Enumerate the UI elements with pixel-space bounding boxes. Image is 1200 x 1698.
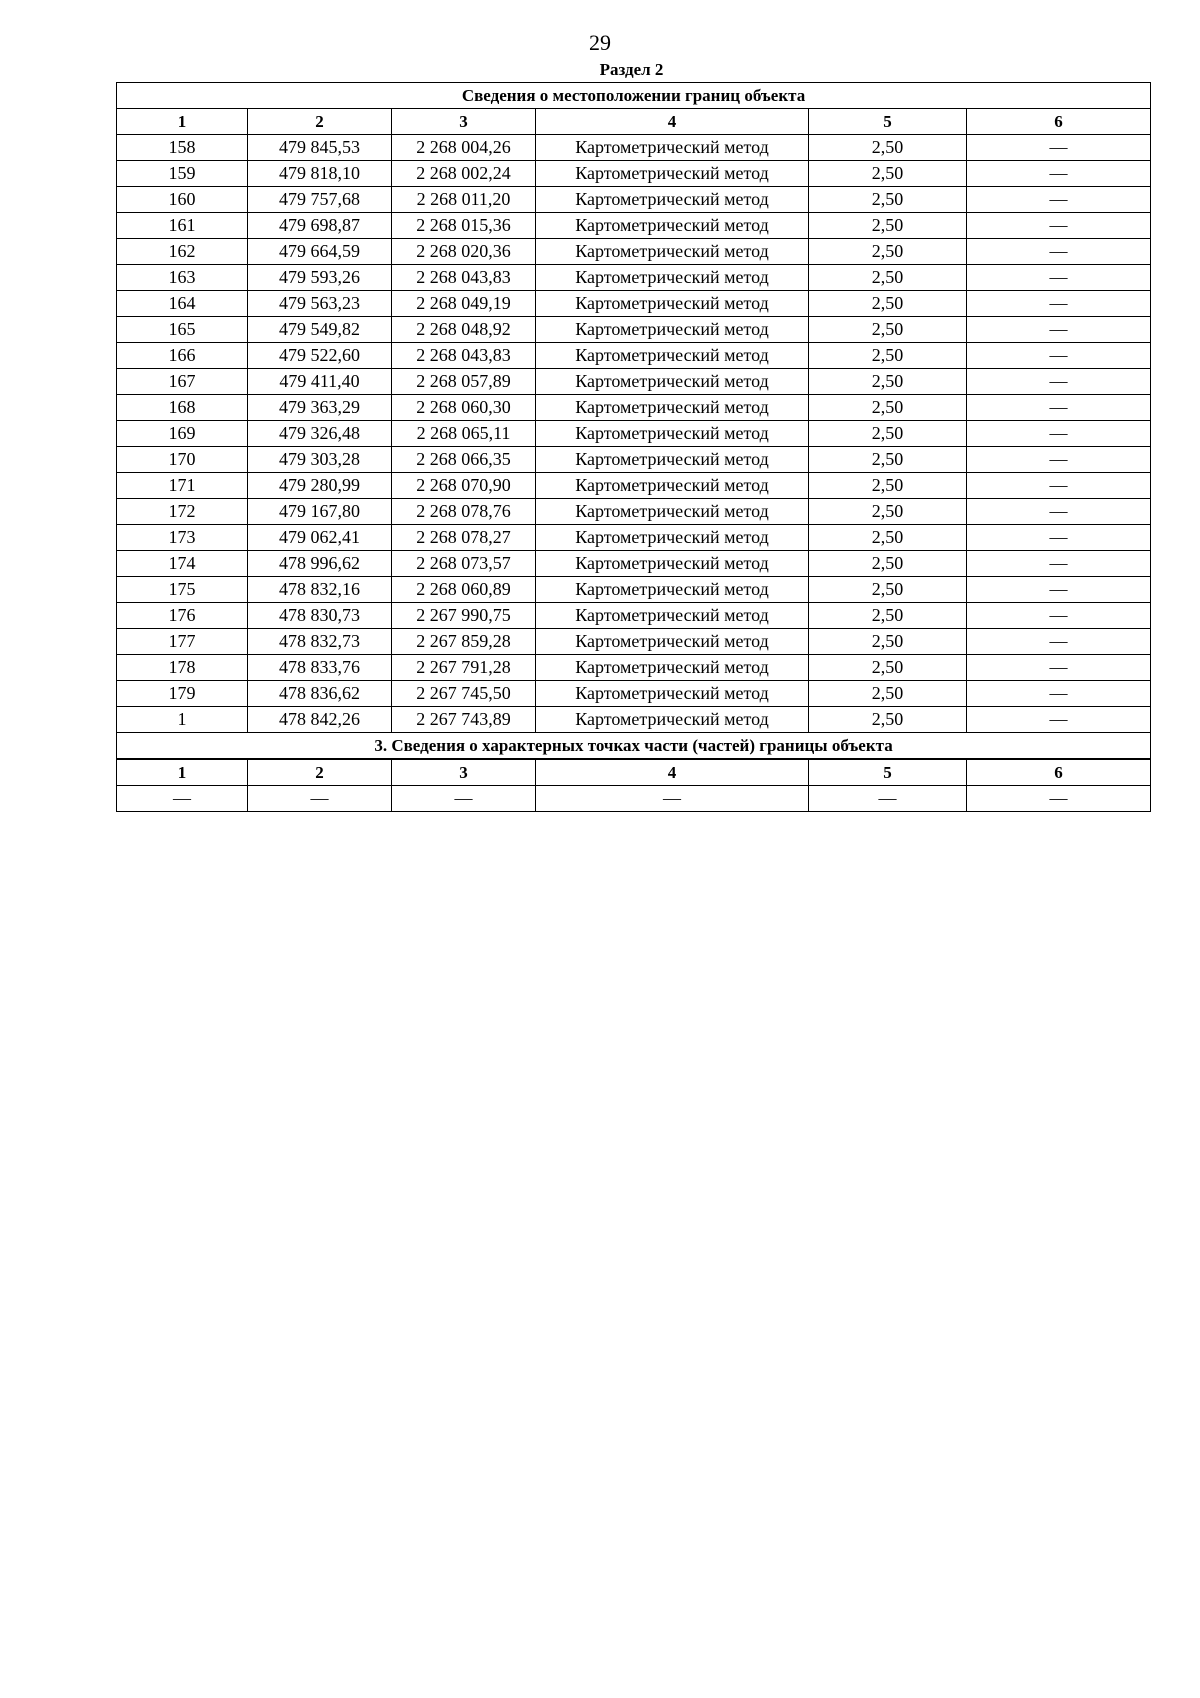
point-number-cell: 165: [117, 317, 248, 343]
table-row: [117, 265, 1151, 291]
x-coordinate-cell: 478 842,26: [248, 707, 392, 733]
point-number-cell: 167: [117, 369, 248, 395]
x-coordinate-cell: 479 363,29: [248, 395, 392, 421]
accuracy-cell: 2,50: [809, 525, 967, 551]
note-cell: —: [967, 369, 1151, 395]
note-cell: —: [967, 499, 1151, 525]
note-cell: —: [967, 786, 1151, 812]
x-coordinate-cell: 479 062,41: [248, 525, 392, 551]
accuracy-cell: 2,50: [809, 161, 967, 187]
method-cell: Картометрический метод: [536, 681, 809, 707]
method-cell: Картометрический метод: [536, 577, 809, 603]
column-number: 1: [117, 759, 248, 786]
point-number-cell: 179: [117, 681, 248, 707]
point-number-cell: 160: [117, 187, 248, 213]
accuracy-cell: 2,50: [809, 473, 967, 499]
y-coordinate-cell: 2 268 043,83: [392, 265, 536, 291]
column-number: 4: [536, 109, 809, 135]
note-cell: —: [967, 161, 1151, 187]
x-coordinate-cell: 478 832,16: [248, 577, 392, 603]
accuracy-cell: 2,50: [809, 135, 967, 161]
accuracy-cell: 2,50: [809, 265, 967, 291]
table-row: [117, 239, 1151, 265]
point-number-cell: 172: [117, 499, 248, 525]
column-number: 3: [392, 109, 536, 135]
column-number: 2: [248, 109, 392, 135]
note-cell: —: [967, 551, 1151, 577]
method-cell: Картометрический метод: [536, 135, 809, 161]
y-coordinate-cell: —: [392, 786, 536, 812]
accuracy-cell: 2,50: [809, 213, 967, 239]
point-number-cell: 158: [117, 135, 248, 161]
point-number-cell: 168: [117, 395, 248, 421]
boundary-coordinates-table: [116, 82, 1151, 812]
method-cell: Картометрический метод: [536, 499, 809, 525]
note-cell: —: [967, 577, 1151, 603]
y-coordinate-cell: 2 268 004,26: [392, 135, 536, 161]
table-row: [117, 291, 1151, 317]
table-row: [117, 603, 1151, 629]
point-number-cell: 178: [117, 655, 248, 681]
point-number-cell: 166: [117, 343, 248, 369]
column-number: 5: [809, 109, 967, 135]
column-number: 5: [809, 759, 967, 786]
x-coordinate-cell: 478 830,73: [248, 603, 392, 629]
method-cell: Картометрический метод: [536, 473, 809, 499]
method-cell: Картометрический метод: [536, 291, 809, 317]
column-number-row: [117, 109, 1151, 135]
note-cell: —: [967, 291, 1151, 317]
table-row: [117, 525, 1151, 551]
note-cell: —: [967, 213, 1151, 239]
y-coordinate-cell: 2 268 066,35: [392, 447, 536, 473]
table-row: [117, 213, 1151, 239]
table-body: [117, 83, 1151, 812]
y-coordinate-cell: 2 268 057,89: [392, 369, 536, 395]
y-coordinate-cell: 2 268 011,20: [392, 187, 536, 213]
y-coordinate-cell: 2 268 078,76: [392, 499, 536, 525]
note-cell: —: [967, 447, 1151, 473]
accuracy-cell: 2,50: [809, 291, 967, 317]
y-coordinate-cell: 2 267 743,89: [392, 707, 536, 733]
column-number: 6: [967, 109, 1151, 135]
table-row: [117, 551, 1151, 577]
y-coordinate-cell: 2 268 043,83: [392, 343, 536, 369]
note-cell: —: [967, 525, 1151, 551]
x-coordinate-cell: 479 326,48: [248, 421, 392, 447]
method-cell: Картометрический метод: [536, 317, 809, 343]
point-number-cell: 174: [117, 551, 248, 577]
note-cell: —: [967, 655, 1151, 681]
section3-caption-row: [117, 733, 1151, 760]
point-number-cell: 173: [117, 525, 248, 551]
y-coordinate-cell: 2 268 060,89: [392, 577, 536, 603]
table-row: [117, 135, 1151, 161]
x-coordinate-cell: 479 549,82: [248, 317, 392, 343]
y-coordinate-cell: 2 268 060,30: [392, 395, 536, 421]
y-coordinate-cell: 2 267 745,50: [392, 681, 536, 707]
x-coordinate-cell: —: [248, 786, 392, 812]
x-coordinate-cell: 479 522,60: [248, 343, 392, 369]
table-row: [117, 187, 1151, 213]
y-coordinate-cell: 2 268 065,11: [392, 421, 536, 447]
note-cell: —: [967, 317, 1151, 343]
x-coordinate-cell: 479 303,28: [248, 447, 392, 473]
accuracy-cell: 2,50: [809, 655, 967, 681]
column-number: 2: [248, 759, 392, 786]
point-number-cell: 170: [117, 447, 248, 473]
note-cell: —: [967, 629, 1151, 655]
method-cell: Картометрический метод: [536, 369, 809, 395]
table-row: [117, 707, 1151, 733]
note-cell: —: [967, 239, 1151, 265]
note-cell: —: [967, 395, 1151, 421]
point-number-cell: 1: [117, 707, 248, 733]
accuracy-cell: 2,50: [809, 187, 967, 213]
method-cell: Картометрический метод: [536, 629, 809, 655]
table-row: [117, 421, 1151, 447]
point-number-cell: 162: [117, 239, 248, 265]
point-number-cell: 164: [117, 291, 248, 317]
y-coordinate-cell: 2 268 020,36: [392, 239, 536, 265]
accuracy-cell: 2,50: [809, 369, 967, 395]
x-coordinate-cell: 479 845,53: [248, 135, 392, 161]
table-row: [117, 161, 1151, 187]
point-number-cell: 176: [117, 603, 248, 629]
y-coordinate-cell: 2 268 078,27: [392, 525, 536, 551]
column-number: 3: [392, 759, 536, 786]
accuracy-cell: 2,50: [809, 551, 967, 577]
x-coordinate-cell: 478 996,62: [248, 551, 392, 577]
note-cell: —: [967, 187, 1151, 213]
y-coordinate-cell: 2 268 015,36: [392, 213, 536, 239]
table-row: [117, 681, 1151, 707]
accuracy-cell: 2,50: [809, 499, 967, 525]
x-coordinate-cell: 479 698,87: [248, 213, 392, 239]
point-number-cell: 163: [117, 265, 248, 291]
accuracy-cell: 2,50: [809, 317, 967, 343]
method-cell: Картометрический метод: [536, 343, 809, 369]
x-coordinate-cell: 478 836,62: [248, 681, 392, 707]
accuracy-cell: —: [809, 786, 967, 812]
point-number-cell: 171: [117, 473, 248, 499]
method-cell: Картометрический метод: [536, 447, 809, 473]
section-title: Раздел 2: [599, 60, 664, 79]
x-coordinate-cell: 479 818,10: [248, 161, 392, 187]
column-number: 1: [117, 109, 248, 135]
x-coordinate-cell: 479 411,40: [248, 369, 392, 395]
method-cell: Картометрический метод: [536, 707, 809, 733]
y-coordinate-cell: 2 268 049,19: [392, 291, 536, 317]
method-cell: Картометрический метод: [536, 655, 809, 681]
x-coordinate-cell: 479 563,23: [248, 291, 392, 317]
table-row: [117, 369, 1151, 395]
point-number-cell: —: [117, 786, 248, 812]
accuracy-cell: 2,50: [809, 343, 967, 369]
x-coordinate-cell: 479 757,68: [248, 187, 392, 213]
y-coordinate-cell: 2 267 990,75: [392, 603, 536, 629]
accuracy-cell: 2,50: [809, 603, 967, 629]
y-coordinate-cell: 2 268 070,90: [392, 473, 536, 499]
accuracy-cell: 2,50: [809, 447, 967, 473]
method-cell: Картометрический метод: [536, 213, 809, 239]
point-number-cell: 169: [117, 421, 248, 447]
method-cell: Картометрический метод: [536, 187, 809, 213]
method-cell: Картометрический метод: [536, 551, 809, 577]
table-row: [117, 447, 1151, 473]
accuracy-cell: 2,50: [809, 681, 967, 707]
x-coordinate-cell: 479 167,80: [248, 499, 392, 525]
note-cell: —: [967, 421, 1151, 447]
y-coordinate-cell: 2 268 073,57: [392, 551, 536, 577]
note-cell: —: [967, 603, 1151, 629]
point-number-cell: 161: [117, 213, 248, 239]
note-cell: —: [967, 473, 1151, 499]
column-number: 4: [536, 759, 809, 786]
accuracy-cell: 2,50: [809, 577, 967, 603]
note-cell: —: [967, 343, 1151, 369]
table-row: [117, 317, 1151, 343]
y-coordinate-cell: 2 267 859,28: [392, 629, 536, 655]
section3-caption: 3. Сведения о характерных точках части (частей) границы объекта: [117, 733, 1151, 760]
x-coordinate-cell: 479 280,99: [248, 473, 392, 499]
y-coordinate-cell: 2 268 002,24: [392, 161, 536, 187]
table-row: [117, 499, 1151, 525]
table-caption: Сведения о местоположении границ объекта: [117, 83, 1151, 109]
note-cell: —: [967, 135, 1151, 161]
accuracy-cell: 2,50: [809, 421, 967, 447]
method-cell: Картометрический метод: [536, 265, 809, 291]
accuracy-cell: 2,50: [809, 707, 967, 733]
table-row: [117, 343, 1151, 369]
table-caption-row: [117, 83, 1151, 109]
x-coordinate-cell: 478 832,73: [248, 629, 392, 655]
accuracy-cell: 2,50: [809, 239, 967, 265]
table-row: [117, 473, 1151, 499]
section3-table-row: [117, 786, 1151, 812]
note-cell: —: [967, 681, 1151, 707]
table-row: [117, 395, 1151, 421]
page-number: 29: [589, 30, 611, 55]
x-coordinate-cell: 479 664,59: [248, 239, 392, 265]
table-row: [117, 577, 1151, 603]
point-number-cell: 175: [117, 577, 248, 603]
method-cell: Картометрический метод: [536, 161, 809, 187]
accuracy-cell: 2,50: [809, 629, 967, 655]
x-coordinate-cell: 478 833,76: [248, 655, 392, 681]
column-number: 6: [967, 759, 1151, 786]
table-row: [117, 629, 1151, 655]
y-coordinate-cell: 2 268 048,92: [392, 317, 536, 343]
method-cell: Картометрический метод: [536, 525, 809, 551]
table-row: [117, 655, 1151, 681]
note-cell: —: [967, 265, 1151, 291]
method-cell: Картометрический метод: [536, 395, 809, 421]
method-cell: Картометрический метод: [536, 603, 809, 629]
accuracy-cell: 2,50: [809, 395, 967, 421]
note-cell: —: [967, 707, 1151, 733]
section3-column-number-row: [117, 759, 1151, 786]
x-coordinate-cell: 479 593,26: [248, 265, 392, 291]
method-cell: Картометрический метод: [536, 239, 809, 265]
point-number-cell: 177: [117, 629, 248, 655]
y-coordinate-cell: 2 267 791,28: [392, 655, 536, 681]
point-number-cell: 159: [117, 161, 248, 187]
method-cell: —: [536, 786, 809, 812]
method-cell: Картометрический метод: [536, 421, 809, 447]
